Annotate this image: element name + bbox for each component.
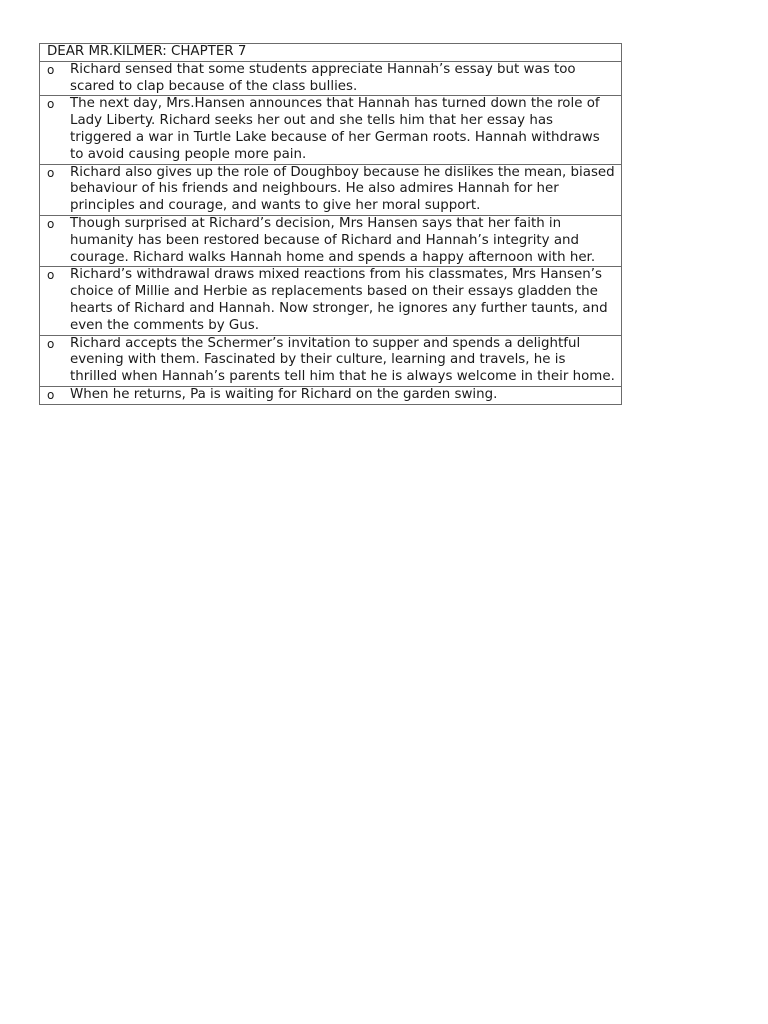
table-row [40,215,622,266]
table-header-row [40,44,622,62]
bullet-icon: o [40,267,67,335]
bullet-icon: o [40,61,67,96]
table-row [40,61,622,96]
summary-point: Richard’s withdrawal draws mixed reactions from his classmates, Mrs Hansen’s choice of Millie and Herbie as replacements based on their essays gladden the hearts of Richard and Hannah. Now stronger, he ignores any further taunts, and even the comments by Gus. [66,267,622,335]
bullet-icon: o [40,386,67,404]
summary-point: The next day, Mrs.Hansen announces that Hannah has turned down the role of Lady Liberty. Richard seeks her out and she tells him that her essay has triggered a war in Turtle Lake because of her German roots. Hannah withdraws to avoid causing people more pain. [66,96,622,164]
summary-point: Richard accepts the Schermer’s invitation to supper and spends a delightful evening with them. Fascinated by their culture, learning and travels, he is thrilled when Hannah’s parents tell him that he is always welcome in their home. [66,335,622,386]
table-row [40,96,622,164]
bullet-icon: o [40,335,67,386]
summary-point: Richard sensed that some students appreciate Hannah’s essay but was too scared to clap because of the class bullies. [66,61,622,96]
table-row [40,386,622,404]
summary-point: Richard also gives up the role of Doughboy because he dislikes the mean, biased behaviour of his friends and neighbours. He also admires Hannah for her principles and courage, and wants to give her moral support. [66,164,622,215]
table-row [40,335,622,386]
bullet-icon: o [40,215,67,266]
table-row [40,164,622,215]
summary-point: Though surprised at Richard’s decision, Mrs Hansen says that her faith in humanity has been restored because of Richard and Hannah’s integrity and courage. Richard walks Hannah home and spends a happy afternoon with her. [66,215,622,266]
table-row [40,267,622,335]
bullet-icon: o [40,96,67,164]
chapter-title: DEAR MR.KILMER: CHAPTER 7 [40,44,622,62]
chapter-summary-table [39,43,622,405]
summary-point: When he returns, Pa is waiting for Richard on the garden swing. [66,386,622,404]
bullet-icon: o [40,164,67,215]
